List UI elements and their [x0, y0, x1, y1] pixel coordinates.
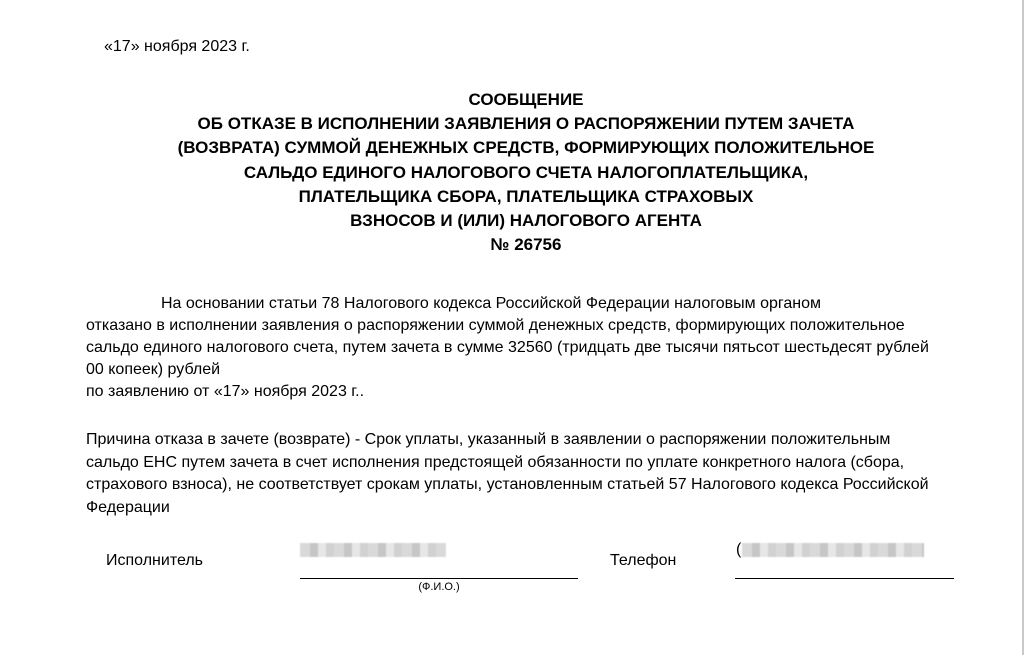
phone-label: Телефон — [610, 552, 677, 569]
reason-line: страхового взноса), не соответствует срокам уплаты, установленным статьей 57 Налогового кодекса Российской — [86, 476, 929, 493]
title-line: ВЗНОСОВ И (ИЛИ) НАЛОГОВОГО АГЕНТА — [350, 211, 702, 231]
phone-paren: ( — [736, 541, 742, 558]
title-line: СООБЩЕНИЕ — [468, 90, 584, 109]
redacted-phone — [742, 543, 924, 557]
fio-signature-line — [300, 578, 578, 579]
phone-signature-line — [735, 578, 954, 579]
body-line: На основании статьи 78 Налогового кодекса Российской Федерации налоговым органом — [161, 295, 821, 312]
reason-line: сальдо ЕНС путем зачета в счет исполнения предстоящей обязанности по уплате конкретного налога (сбора, — [86, 453, 905, 471]
redacted-fio — [300, 543, 446, 557]
fio-caption: (Ф.И.О.) — [418, 581, 460, 593]
title-line: ОБ ОТКАЗЕ В ИСПОЛНЕНИИ ЗАЯВЛЕНИЯ О РАСПОРЯЖЕНИИ ПУТЕМ ЗАЧЕТА — [197, 114, 855, 134]
body-line: отказано в исполнении заявления о распоряжении суммой денежных средств, формирующих положительное — [86, 317, 905, 334]
body-line: 00 копеек) рублей — [86, 361, 221, 378]
document-number: № 26756 — [490, 235, 562, 255]
title-line: ПЛАТЕЛЬЩИКА СБОРА, ПЛАТЕЛЬЩИКА СТРАХОВЫХ — [298, 186, 754, 206]
reason-line: Федерации — [86, 498, 170, 516]
title-line: САЛЬДО ЕДИНОГО НАЛОГОВОГО СЧЕТА НАЛОГОПЛАТЕЛЬЩИКА, — [243, 162, 809, 182]
reason-line: Причина отказа в зачете (возврате) - Срок уплаты, указанный в заявлении о распоряжении положительным — [86, 431, 891, 448]
document-date: «17» ноября 2023 г. — [104, 38, 250, 55]
body-paragraph — [86, 293, 986, 403]
body-line: по заявлению от «17» ноября 2023 г.. — [86, 383, 365, 400]
document-title — [96, 88, 956, 257]
executor-label: Исполнитель — [106, 552, 204, 569]
title-line: (ВОЗВРАТА) СУММОЙ ДЕНЕЖНЫХ СРЕДСТВ, ФОРМИРУЮЩИХ ПОЛОЖИТЕЛЬНОЕ — [177, 138, 875, 158]
body-line: сальдо единого налогового счета, путем зачета в сумме 32560 (тридцать две тысячи пятьсот шестьдесят рублей — [86, 339, 929, 356]
refusal-reason — [86, 429, 986, 519]
